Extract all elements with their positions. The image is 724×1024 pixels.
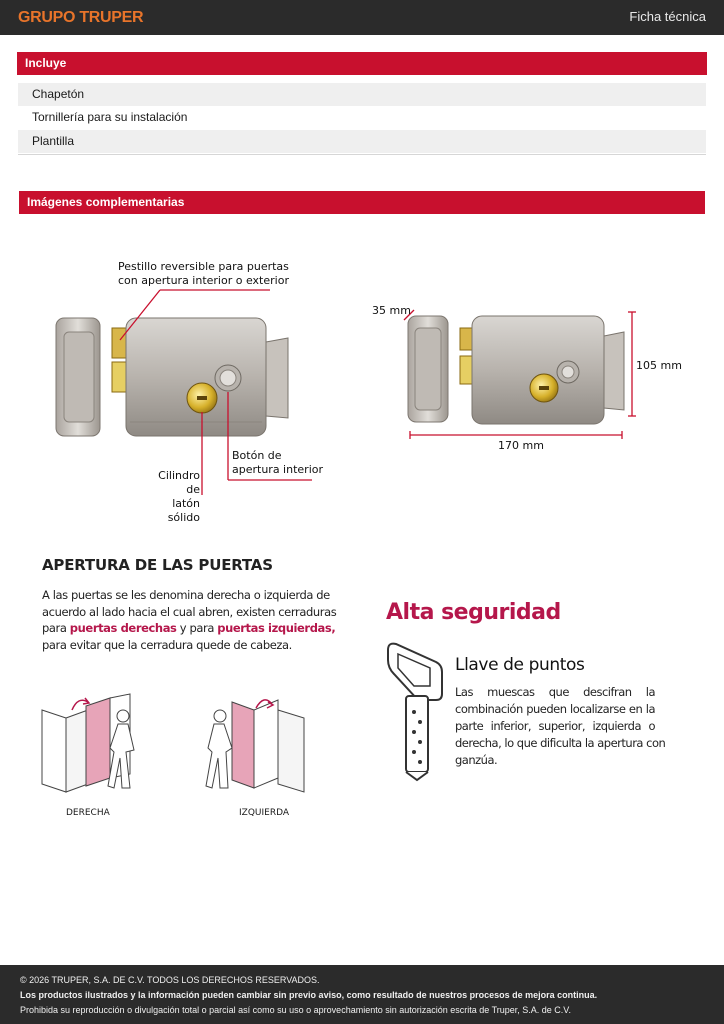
door-right-label: DERECHA: [66, 808, 110, 818]
includes-header: Incluye: [17, 52, 707, 75]
width-dimension: 170 mm: [498, 439, 544, 452]
security-text: Las muescas que descifran la combinación pueden localizarse en la parte inferior, superior, izquierda o derecha, lo que dificulta la apertura con ganzúa.: [455, 685, 666, 767]
include-item: Tornillería para su instalación: [32, 110, 188, 124]
door-right-illustration: [38, 692, 153, 800]
height-dimension: 105 mm: [636, 359, 682, 372]
disclaimer: Los productos ilustrados y la información pueden cambiar sin previo aviso, como resultado de nuestros procesos de mejora continua.: [20, 990, 598, 1000]
images-header: Imágenes complementarias: [19, 191, 705, 214]
security-subtitle: Llave de puntos: [455, 655, 585, 675]
copyright: © 2026 TRUPER, S.A. DE C.V. TODOS LOS DERECHOS RESERVADOS.: [20, 975, 320, 985]
button-callout: Botón de apertura interior: [232, 449, 323, 476]
include-item: Chapetón: [18, 83, 706, 106]
page-header: [0, 0, 724, 35]
doors-title: APERTURA DE LAS PUERTAS: [42, 556, 273, 574]
document-type: Ficha técnica: [629, 9, 706, 24]
legal-notice: Prohibida su reproducción o divulgación total o parcial así como su uso o aprovechamiento sin autorización escrita de Truper, S.A. de C.V.: [20, 1005, 571, 1015]
brand-logo: GRUPO TRUPER: [18, 9, 144, 26]
depth-dimension: 35 mm: [372, 304, 411, 317]
cylinder-callout: Cilindro de latón sólido: [158, 469, 200, 524]
key-icon: [384, 640, 446, 782]
page-footer: [0, 965, 724, 1024]
security-title: Alta seguridad: [386, 600, 561, 625]
includes-divider: [18, 154, 706, 155]
door-left-label: IZQUIERDA: [239, 808, 290, 818]
door-left-illustration: [198, 692, 313, 800]
doors-text: A las puertas se les denomina derecha o izquierda de acuerdo al lado hacia el cual abren, existen cerraduras para puertas derechas y para puertas izquierdas, para evitar que la cerradura quede de cabeza.: [42, 588, 337, 652]
lock-dimensions-illustration: [400, 300, 650, 450]
include-item: Plantilla: [18, 130, 706, 153]
latch-callout: Pestillo reversible para puertas con apertura interior o exterior: [118, 260, 289, 287]
